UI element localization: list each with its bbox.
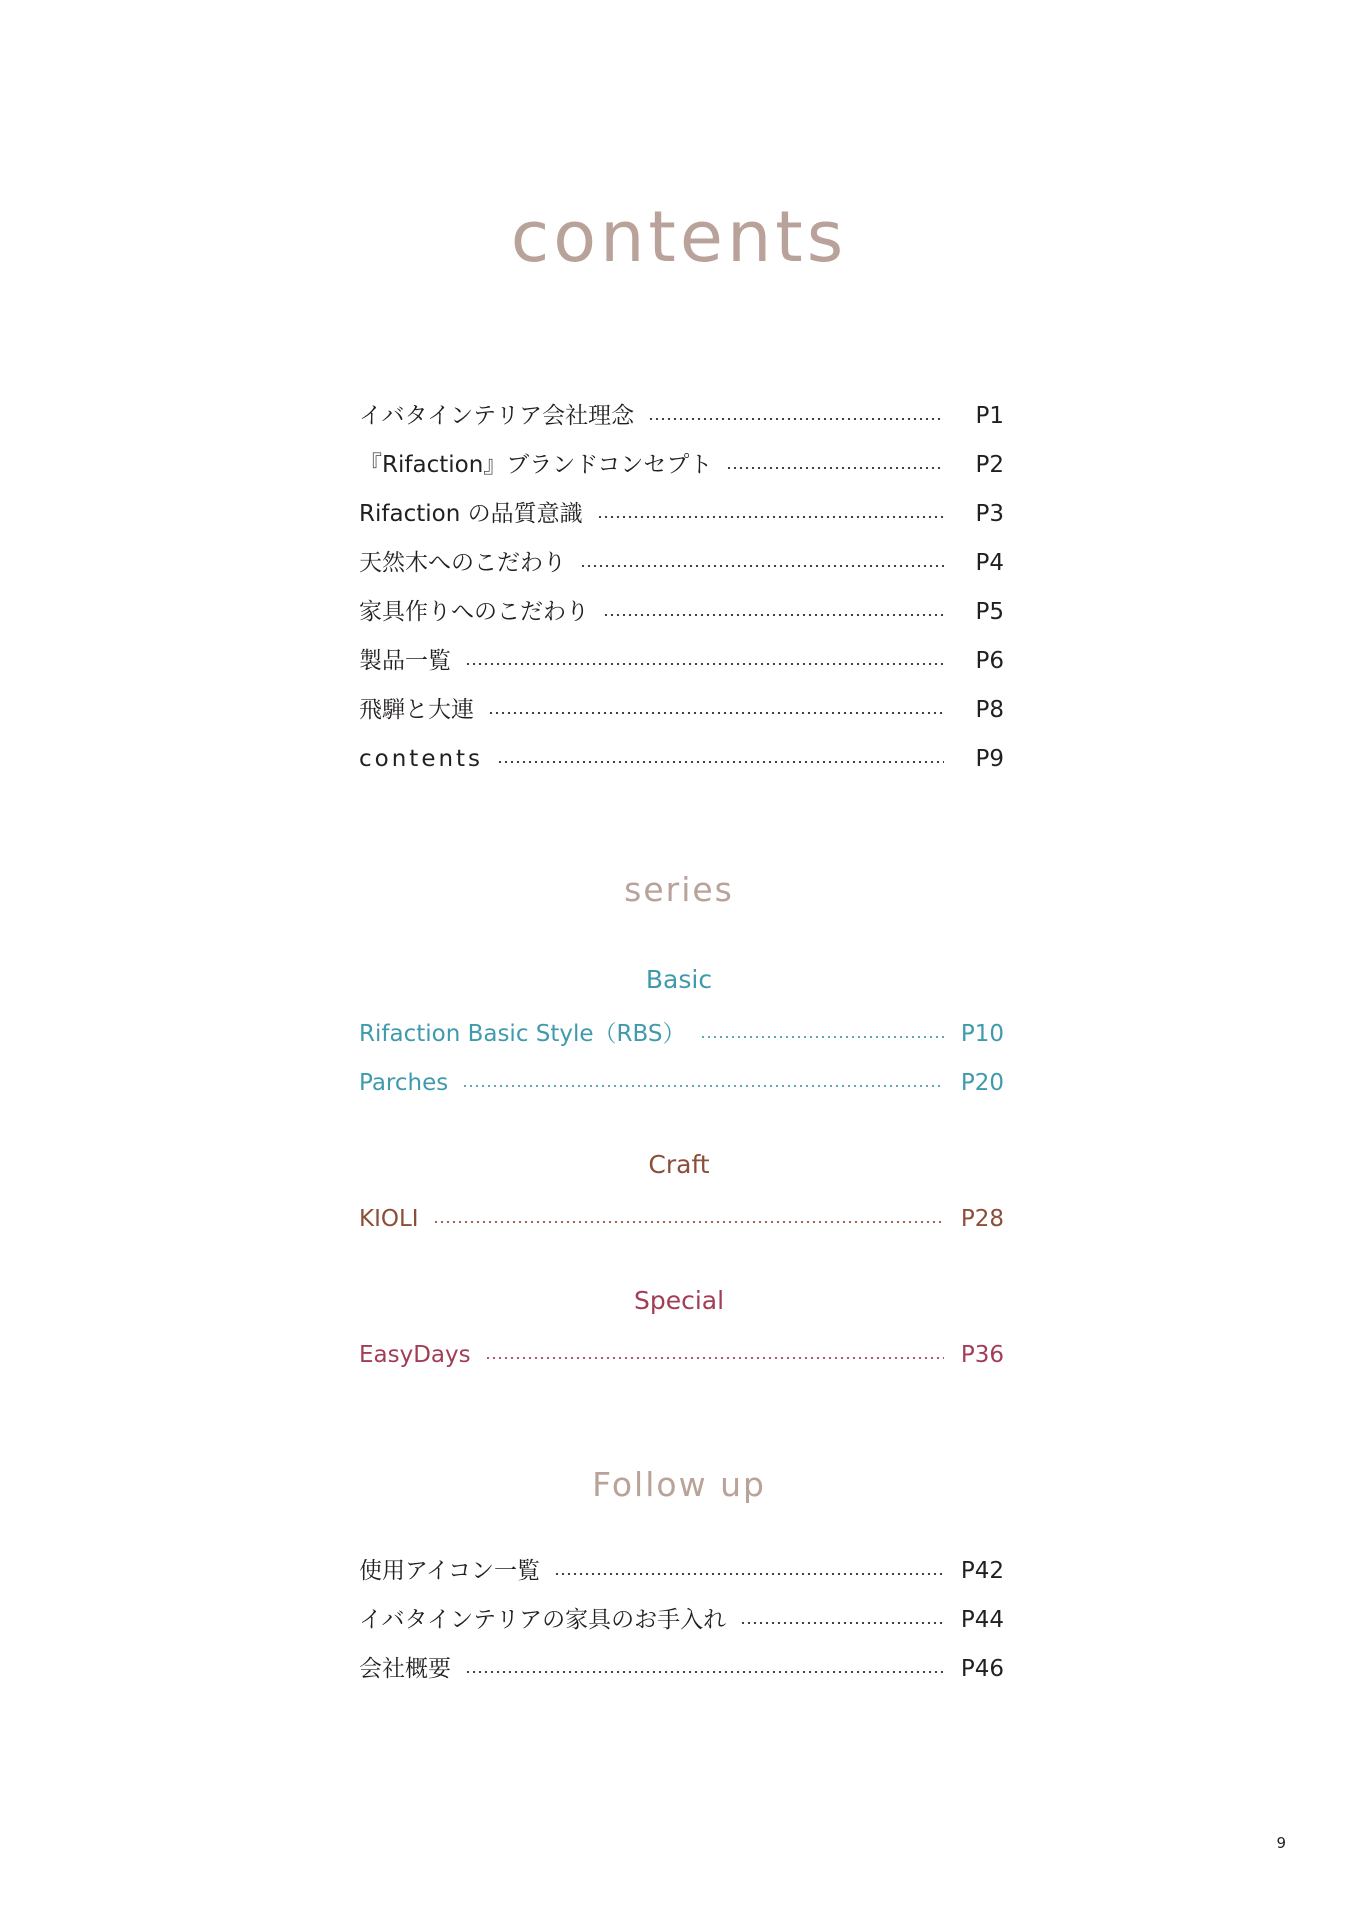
toc-entry-page: P36	[960, 1342, 1004, 1368]
toc-entry[interactable]	[359, 1195, 1004, 1244]
toc-entry-page: P44	[960, 1607, 1004, 1633]
dot-leader	[488, 712, 944, 714]
dot-leader	[485, 1357, 944, 1359]
follow-up-list	[359, 1547, 1004, 1694]
toc-entry-label: 『Rifaction』ブランドコンセプト	[359, 452, 713, 478]
dot-leader	[465, 1671, 944, 1673]
toc-entry-page: P20	[960, 1070, 1004, 1096]
toc-entry-label: KIOLI	[359, 1206, 419, 1232]
toc-entry[interactable]	[359, 637, 1004, 686]
toc-entry[interactable]	[359, 1645, 1004, 1694]
basic-heading: Basic	[645, 965, 713, 994]
dot-leader	[700, 1036, 944, 1038]
craft-heading: Craft	[648, 1150, 710, 1179]
dot-leader	[465, 663, 944, 665]
dot-leader	[462, 1085, 944, 1087]
toc-entry-page: P42	[960, 1558, 1004, 1584]
toc-entry-page: P6	[975, 648, 1004, 674]
toc-entry-label: Rifaction Basic Style（RBS）	[359, 1021, 686, 1047]
dot-leader	[603, 614, 944, 616]
toc-entry-label: 飛騨と大連	[359, 697, 474, 723]
toc-entry-label: 使用アイコン一覧	[359, 1558, 541, 1584]
dot-leader	[554, 1573, 944, 1575]
dot-leader	[497, 761, 944, 763]
toc-entry[interactable]	[359, 1010, 1004, 1059]
toc-entry-label: イバタインテリアの家具のお手入れ	[359, 1607, 727, 1633]
craft-series-list	[359, 1195, 1004, 1244]
toc-entry[interactable]	[359, 392, 1004, 441]
dot-leader	[648, 418, 944, 420]
dot-leader	[740, 1622, 944, 1624]
toc-entry-page: P46	[960, 1656, 1004, 1682]
toc-entry[interactable]	[359, 1596, 1004, 1645]
toc-entry-label: Rifaction の品質意識	[359, 501, 583, 527]
toc-entry[interactable]	[359, 1059, 1004, 1108]
toc-entry-label: EasyDays	[359, 1342, 471, 1368]
special-series-list	[359, 1331, 1004, 1380]
dot-leader	[580, 565, 944, 567]
toc-entry-page: P8	[975, 697, 1004, 723]
toc-entry-label: イバタインテリア会社理念	[359, 403, 635, 429]
toc-entry-page: P5	[975, 599, 1004, 625]
toc-entry-label: contents	[359, 746, 484, 772]
toc-entry-page: P3	[975, 501, 1004, 527]
toc-entry-label: 天然木へのこだわり	[359, 550, 566, 576]
special-heading: Special	[633, 1286, 725, 1315]
series-heading: series	[624, 870, 734, 909]
toc-entry[interactable]	[359, 735, 1004, 784]
toc-entry-page: P9	[975, 746, 1004, 772]
toc-entry-page: P10	[960, 1021, 1004, 1047]
toc-entry[interactable]	[359, 686, 1004, 735]
page-title: contents	[510, 196, 848, 278]
toc-entry-page: P2	[975, 452, 1004, 478]
dot-leader	[433, 1221, 944, 1223]
toc-entry[interactable]	[359, 588, 1004, 637]
toc-entry-page: P1	[975, 403, 1004, 429]
follow-up-heading: Follow up	[592, 1465, 766, 1504]
toc-entry[interactable]	[359, 1331, 1004, 1380]
dot-leader	[597, 516, 944, 518]
toc-entry[interactable]	[359, 490, 1004, 539]
toc-entry-label: 製品一覧	[359, 648, 451, 674]
toc-entry-label: Parches	[359, 1070, 449, 1096]
contents-list	[359, 392, 1004, 784]
basic-series-list	[359, 1010, 1004, 1108]
toc-entry-page: P4	[975, 550, 1004, 576]
toc-entry-page: P28	[960, 1206, 1004, 1232]
toc-entry-label: 会社概要	[359, 1656, 451, 1682]
toc-entry[interactable]	[359, 539, 1004, 588]
toc-entry-label: 家具作りへのこだわり	[359, 599, 589, 625]
toc-entry[interactable]	[359, 441, 1004, 490]
page-number: 9	[1276, 1834, 1286, 1852]
dot-leader	[726, 467, 944, 469]
toc-entry[interactable]	[359, 1547, 1004, 1596]
